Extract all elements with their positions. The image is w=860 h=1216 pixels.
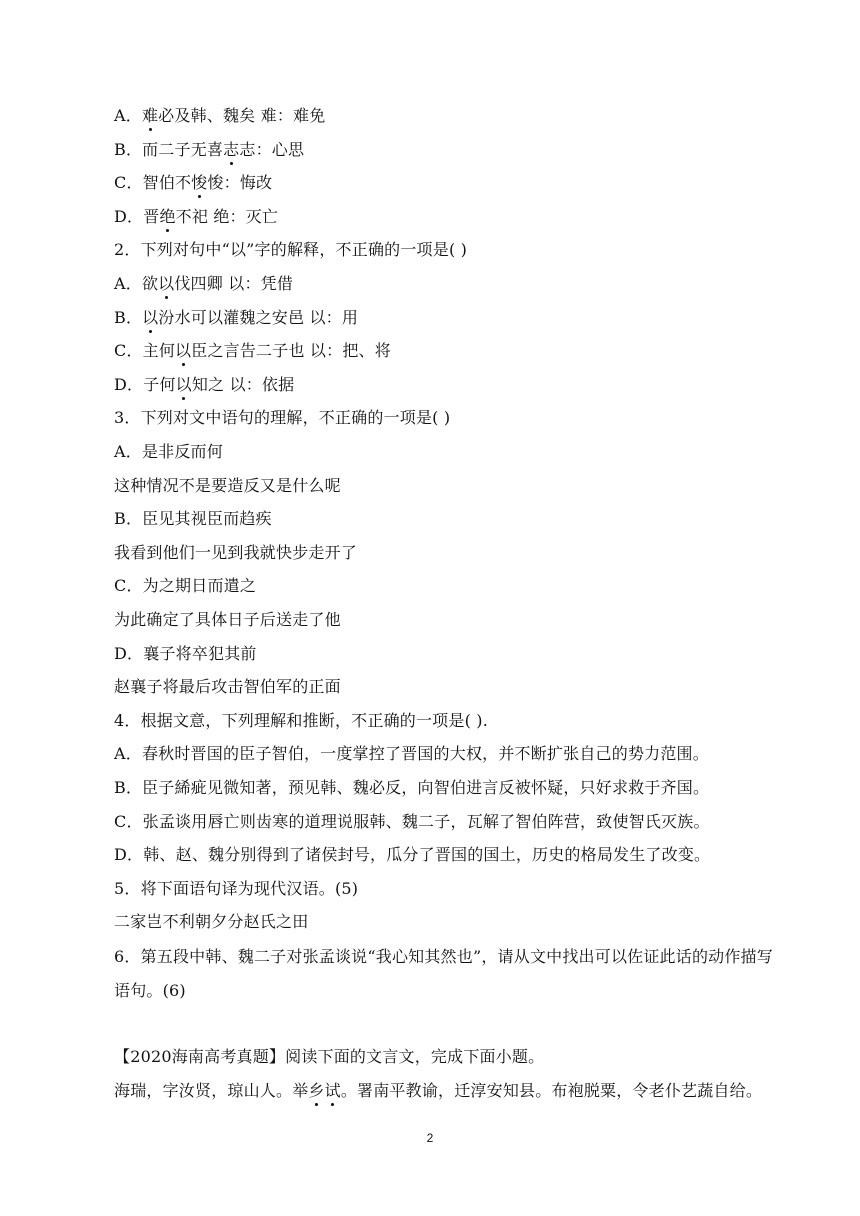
text-line: D．子何以知之 以：依据 — [114, 372, 294, 395]
emphasis-char: 以 — [158, 271, 174, 294]
text-line: B．臣子絺疵见微知著，预见韩、魏必反，向智伯进言反被怀疑，只好求救于齐国。 — [114, 778, 710, 797]
text-line: B．以汾水可以灌魏之安邑 以：用 — [114, 305, 358, 328]
emphasis-char: 以 — [176, 372, 192, 395]
text-line: B．臣见其视臣而趋疾 — [114, 509, 272, 529]
text-line: D．襄子将卒犯其前 — [114, 643, 257, 663]
text-line: C．张孟谈用唇亡则齿寒的道理说服韩、魏二子，瓦解了智伯阵营，致使智氏灭族。 — [114, 811, 710, 831]
text-line: 为此确定了具体日子后送走了他 — [114, 610, 341, 629]
text-line: A．欲以伐四卿 以：凭借 — [114, 271, 293, 294]
page-number: 2 — [426, 1131, 434, 1145]
emphasis-char: 试 — [325, 1078, 341, 1101]
passage-title: 【2020海南高考真题】阅读下面的文言文，完成下面小题。 — [114, 1047, 545, 1066]
text-line: C．智伯不悛悛：悔改 — [114, 170, 272, 193]
text-line: D．晋绝不祀 绝：灭亡 — [114, 204, 278, 227]
text-line: C．主何以臣之言告二子也 以：把、将 — [114, 338, 391, 361]
text-line: 二家岂不利朝夕分赵氏之田 — [114, 912, 309, 932]
text-line: B．而二子无喜志志：心思 — [114, 137, 304, 160]
emphasis-char: 以 — [175, 338, 191, 361]
emphasis-char: 绝 — [159, 204, 175, 227]
text-line: 5．将下面语句译为现代汉语。(5) — [114, 878, 359, 898]
emphasis-char: 难 — [142, 103, 158, 126]
text-line: D．韩、赵、魏分别得到了诸侯封号，瓜分了晋国的国土，历史的格局发生了改变。 — [114, 845, 711, 865]
emphasis-char: 悛 — [191, 170, 207, 193]
emphasis-char: 以 — [142, 305, 158, 328]
text-line: C．为之期日而遣之 — [114, 576, 257, 596]
text-line: 我看到他们一见到我就快步走开了 — [114, 542, 358, 562]
text-line: 这种情况不是要造反又是什么呢 — [114, 475, 341, 495]
emphasis-char: 志 — [223, 137, 239, 160]
passage-first-line: 海瑞，字汝贤，琼山人。举乡试。署南平教谕，迁淳安知县。布袍脱粟，令老仆艺蔬自给。 — [114, 1078, 762, 1101]
text-line: A．是非反而何 — [114, 442, 223, 461]
text-line: 3．下列对文中语句的理解，不正确的一项是( ) — [114, 408, 451, 428]
text-line: 2．下列对句中“以”字的解释，不正确的一项是( ) — [114, 240, 468, 260]
text-line: 赵襄子将最后攻击智伯军的正面 — [114, 677, 341, 697]
text-line: 4．根据文意，下列理解和推断，不正确的一项是( ). — [114, 710, 489, 730]
question-6: 6．第五段中韩、魏二子对张孟谈说“我心知其然也”，请从文中找出可以佐证此话的动作描写语句。(6) — [114, 947, 773, 1000]
text-line: A．春秋时晋国的臣子智伯，一度掌控了晋国的大权，并不断扩张自己的势力范围。 — [114, 744, 709, 764]
emphasis-char: 乡 — [308, 1078, 324, 1101]
text-line: A．难必及韩、魏矣 难：难免 — [114, 103, 325, 126]
